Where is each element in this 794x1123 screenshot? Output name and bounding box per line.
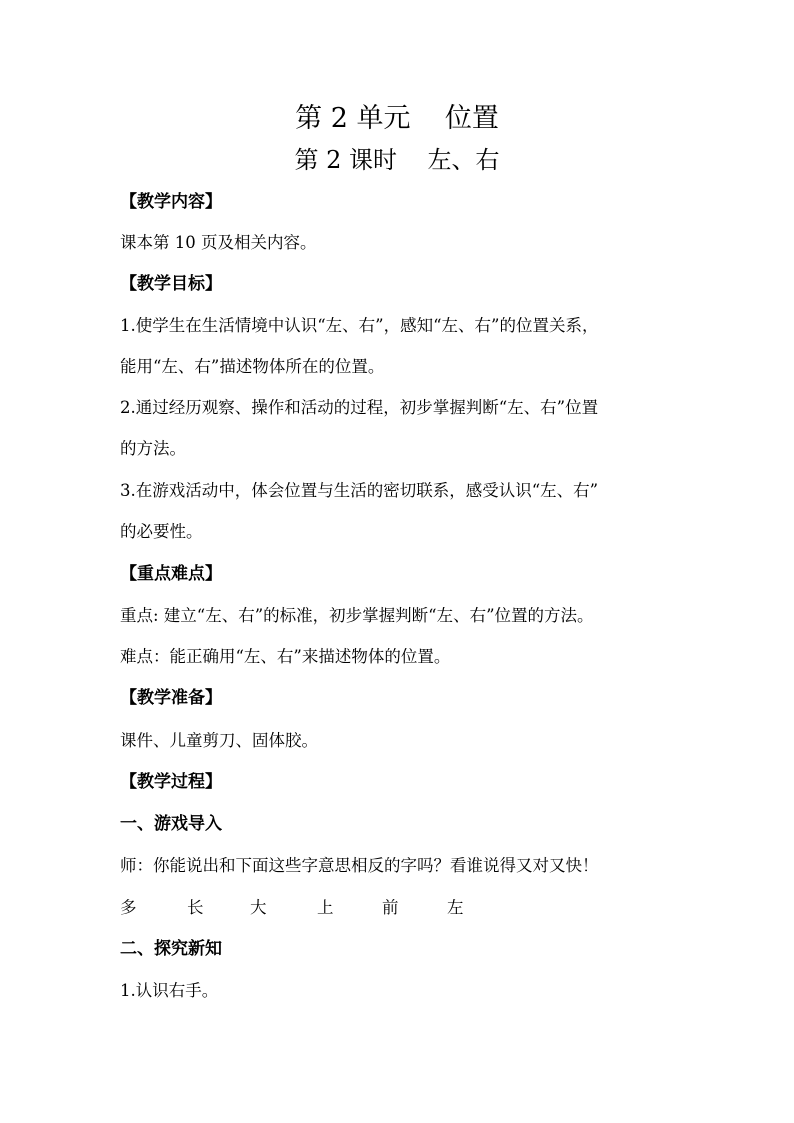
teaching-prep-heading: 【教学准备】 (120, 688, 222, 708)
teaching-prep-text: 课件、儿童剪刀、固体胶。 (120, 731, 318, 750)
teaching-content-text: 课本第 10 页及相关内容。 (120, 233, 317, 252)
teaching-process-heading: 【教学过程】 (120, 772, 222, 792)
step-1-text: 1.认识右手。 (120, 981, 219, 1000)
key-points-heading: 【重点难点】 (120, 564, 222, 584)
part-2-heading: 二、探究新知 (120, 939, 222, 959)
word-item: 长 (187, 898, 204, 917)
goal-3-line-1: 3.在游戏活动中，体会位置与生活的密切联系，感受认识“左、右” (120, 481, 599, 500)
word-item: 左 (447, 898, 464, 917)
goal-1-line-2: 能用“左、右”描述物体所在的位置。 (120, 357, 385, 376)
teacher-prompt: 师：你能说出和下面这些字意思相反的字吗？看谁说得又对又快！ (120, 856, 599, 875)
opposite-words-row (120, 897, 680, 919)
part-1-heading: 一、游戏导入 (120, 814, 222, 834)
goal-2-line-1: 2.通过经历观察、操作和活动的过程，初步掌握判断“左、右”位置 (120, 398, 599, 417)
goal-3-line-2: 的必要性。 (120, 522, 203, 541)
word-item: 大 (250, 898, 267, 917)
word-item: 前 (382, 898, 399, 917)
page-title: 第 2 单元 位置 (295, 103, 499, 134)
teaching-goals-heading: 【教学目标】 (120, 274, 222, 294)
teaching-content-heading: 【教学内容】 (120, 192, 222, 212)
key-point-text: 重点: 建立“左、右”的标准，初步掌握判断“左、右”位置的方法。 (120, 606, 594, 625)
difficult-point-text: 难点：能正确用“左、右”来描述物体的位置。 (120, 647, 451, 666)
word-item: 多 (120, 898, 137, 917)
goal-2-line-2: 的方法。 (120, 439, 186, 458)
goal-1-line-1: 1.使学生在生活情境中认识“左、右”，感知“左、右”的位置关系， (120, 316, 599, 335)
word-item: 上 (317, 898, 334, 917)
lesson-subtitle: 第 2 课时 左、右 (294, 146, 500, 174)
